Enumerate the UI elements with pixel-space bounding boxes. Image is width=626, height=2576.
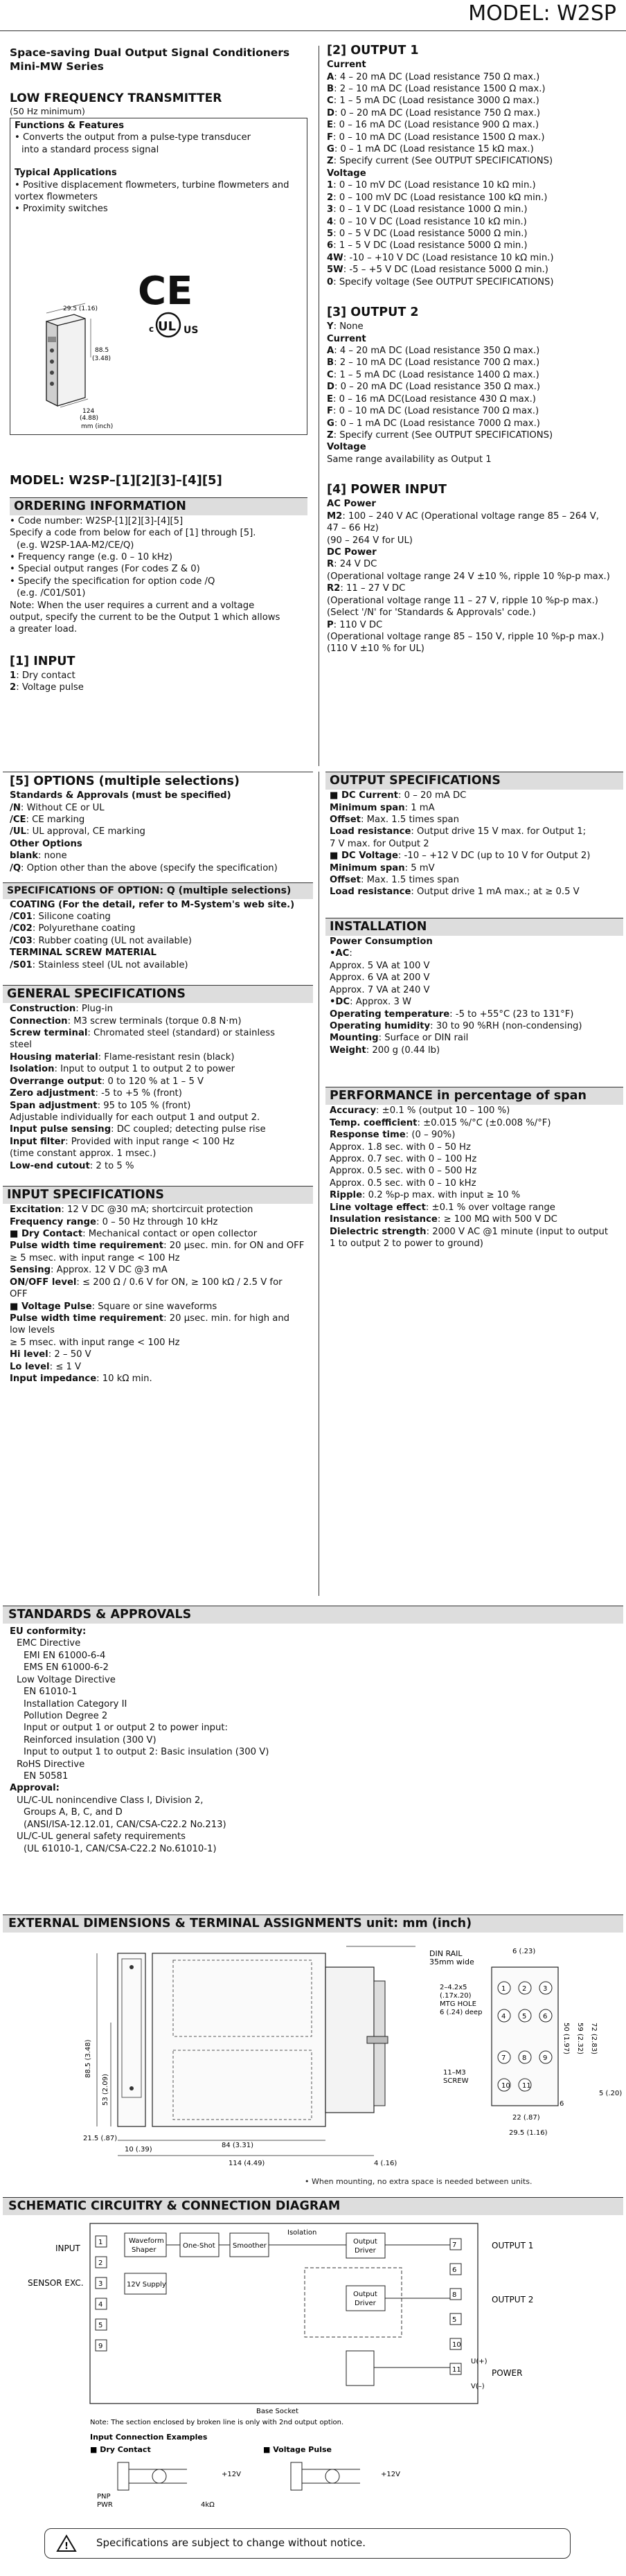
u-plus-label: U(+) <box>471 2358 488 2365</box>
output2-voltage-note: Same range availability as Output 1 <box>327 454 492 465</box>
power-label: POWER <box>492 2368 523 2378</box>
coating-list <box>10 911 306 947</box>
output2-title: [3] OUTPUT 2 <box>327 305 419 320</box>
standards-line: Groups A, B, C, and D <box>24 1807 123 1818</box>
performance-line: Approx. 0.5 sec. with 0 – 500 Hz <box>330 1166 477 1177</box>
example-label: +12V <box>222 2471 241 2478</box>
general-spec-line: Construction: Plug-in <box>10 1004 114 1015</box>
schematic-terminal-label: 3 <box>98 2280 103 2288</box>
footer-text: Specifications are subject to change without notice. <box>96 2537 366 2550</box>
installation-line: Approx. 7 VA at 240 V <box>330 984 430 995</box>
dim-6b: 6 <box>560 2100 564 2108</box>
terminal-label: 11 <box>522 2082 531 2090</box>
general-spec-line: Adjustable individually for each output 1 and output 2. <box>10 1112 260 1123</box>
general-spec-line: steel <box>10 1040 32 1051</box>
screw-list <box>10 959 306 971</box>
general-spec-line: Housing material: Flame-resistant resin (black) <box>10 1051 235 1063</box>
std-list <box>10 802 306 838</box>
example-label: PNP <box>97 2493 111 2501</box>
example-label: 4kΩ <box>201 2501 215 2509</box>
power-ac-item: (90 – 264 V for UL) <box>327 535 413 546</box>
coating-item: /C01: Silicone coating <box>10 911 111 922</box>
ordering-line: • Special output ranges (For codes Z & 0) <box>10 564 200 575</box>
output-spec-list <box>325 790 623 898</box>
input-spec-line: Frequency range: 0 – 50 Hz through 10 kHz <box>10 1216 218 1227</box>
schematic-terminal-label: 4 <box>98 2301 103 2309</box>
output-driver-block: Output <box>353 2238 377 2246</box>
input-spec-line: Lo level: ≤ 1 V <box>10 1361 82 1372</box>
power-dc-item: (Operational voltage range 85 – 150 V, ripple 10 %p-p max.) <box>327 632 605 642</box>
general-spec-line: Low-end cutout: 2 to 5 % <box>10 1160 134 1171</box>
standards-line: EMI EN 61000-6-4 <box>24 1650 106 1661</box>
output2-label: OUTPUT 2 <box>492 2295 534 2304</box>
example-voltage-pulse: ■ Voltage Pulse <box>263 2445 332 2454</box>
output-spec-line: Minimum span: 5 mV <box>330 862 435 873</box>
input-item: 1: Dry contact <box>10 670 75 681</box>
output1-voltage-title: Voltage <box>327 168 366 179</box>
screw-label-2: SCREW <box>443 2077 469 2085</box>
ordering-line: (e.g. W2SP-1AA-M2/CE/Q) <box>17 540 134 551</box>
terminal-label: 9 <box>543 2054 548 2062</box>
mtg-label-3: MTG HOLE <box>440 2000 476 2008</box>
terminal-label: 8 <box>522 2054 527 2062</box>
performance-line: Insulation resistance: ≥ 100 MΩ with 500 V DC <box>330 1214 557 1225</box>
output1-current-title: Current <box>327 60 366 71</box>
input-label: INPUT <box>55 2244 80 2253</box>
coating-title: COATING (For the detail, refer to M-System's web site.) <box>10 899 295 910</box>
ordering-line: Specify a code from below for each of [1] through [5]. <box>10 528 256 539</box>
specq-title: SPECIFICATIONS OF OPTION: Q (multiple selections) <box>3 882 313 898</box>
power-dc-item: (Select '/N' for 'Standards & Approvals' code.) <box>327 607 536 619</box>
power-dc-item: (Operational voltage range 11 – 27 V, ripple 10 %p-p max.) <box>327 595 598 606</box>
power-dc-item: R: 24 V DC <box>327 559 377 570</box>
output1-title: [2] OUTPUT 1 <box>327 44 419 57</box>
general-spec-line: Isolation: Input to output 1 to output 2 to power <box>10 1064 235 1075</box>
product-drawing <box>19 305 157 434</box>
output-spec-line: 7 V max. for Output 2 <box>330 838 429 849</box>
dim-22: 22 (.87) <box>512 2114 540 2122</box>
smoother-block: Smoother <box>233 2242 267 2250</box>
power-ac-list <box>327 510 621 547</box>
general-title: GENERAL SPECIFICATIONS <box>3 985 313 1003</box>
output2-current-item: C: 1 – 5 mA DC (Load resistance 1400 Ω max.) <box>327 369 539 380</box>
model-header: MODEL: W2SP <box>468 1 616 26</box>
dim-215: 21.5 (.87) <box>83 2135 118 2142</box>
application-line: • Positive displacement flowmeters, turbine flowmeters and <box>15 179 289 190</box>
terminal-label: 4 <box>501 2013 506 2020</box>
input-examples-drawing <box>90 2455 506 2518</box>
output2-current-item: B: 2 – 10 mA DC (Load resistance 700 Ω max.) <box>327 357 540 368</box>
output1-voltage-item: 4W: -10 – +10 V DC (Load resistance 10 kΩ min.) <box>327 252 554 263</box>
terminal-label: 7 <box>501 2054 506 2062</box>
power-ac-item: M2: 100 – 240 V AC (Operational voltage range 85 – 264 V, <box>327 510 599 522</box>
coating-item: /C02: Polyurethane coating <box>10 923 136 934</box>
svg-text:US: US <box>184 324 199 336</box>
power-ac-title: AC Power <box>327 499 376 510</box>
supply-block: 12V Supply <box>127 2281 166 2289</box>
standards-title: STANDARDS & APPROVALS <box>3 1606 623 1624</box>
features-title: Functions & Features <box>15 120 125 131</box>
ordering-line: • Code number: W2SP-[1][2][3]-[4][5] <box>10 515 184 526</box>
dimensions-note: • When mounting, no extra space is needed between units. <box>305 2177 533 2186</box>
output1-current-item: C: 1 – 5 mA DC (Load resistance 3000 Ω max.) <box>327 96 539 107</box>
feature-line: into a standard process signal <box>21 144 159 155</box>
power-dc-item: (Operational voltage range 24 V ±10 %, ripple 10 %p-p max.) <box>327 571 610 582</box>
standards-line: Approval: <box>10 1783 60 1794</box>
performance-line: Accuracy: ±0.1 % (output 10 – 100 %) <box>330 1105 510 1117</box>
standards-line: Input to output 1 to output 2: Basic insulation (300 V) <box>24 1747 269 1758</box>
general-spec-line: Overrange output: 0 to 120 % at 1 – 5 V <box>10 1076 204 1087</box>
output1-voltage-item: 1: 0 – 10 mV DC (Load resistance 10 kΩ min.) <box>327 180 536 191</box>
output1-current-item: Z: Specify current (See OUTPUT SPECIFICATIONS) <box>327 156 553 167</box>
power-dc-item: R2: 11 – 27 V DC <box>327 583 406 594</box>
installation-title: INSTALLATION <box>325 918 623 936</box>
performance-line: Approx. 0.7 sec. with 0 – 100 Hz <box>330 1153 477 1164</box>
applications-title: Typical Applications <box>15 168 117 179</box>
svg-text:UL: UL <box>158 319 177 334</box>
svg-text:Driver: Driver <box>355 2247 376 2255</box>
dim-114: 114 (4.49) <box>229 2160 265 2167</box>
input-spec-line: ■ Voltage Pulse: Square or sine waveforms <box>10 1301 217 1312</box>
ordering-line: • Frequency range (e.g. 0 – 10 kHz) <box>10 551 172 562</box>
screw-item: /S01: Stainless steel (UL not available) <box>10 959 188 970</box>
output2-current-item: D: 0 – 20 mA DC (Load resistance 350 Ω max.) <box>327 382 541 393</box>
output-spec-line: Load resistance: Output drive 15 V max. for Output 1; <box>330 826 587 837</box>
output1-current-item: F: 0 – 10 mA DC (Load resistance 1500 Ω max.) <box>327 132 545 143</box>
standards-line: Input or output 1 or output 2 to power input: <box>24 1723 228 1734</box>
right-specs <box>325 772 623 1250</box>
series-name: Mini-MW Series <box>10 60 104 73</box>
mtg-label: 2–4.2x5 <box>440 1984 467 1991</box>
v-minus-label: V(–) <box>471 2383 485 2390</box>
output1-voltage-item: 5: 0 – 5 V DC (Load resistance 5000 Ω min.) <box>327 229 528 239</box>
output2-current-title: Current <box>327 333 366 344</box>
dim-height: 88.5 <box>95 346 109 354</box>
standards-line: UL/C-UL nonincendive Class I, Division 2, <box>17 1795 204 1806</box>
standards-line: Reinforced insulation (300 V) <box>24 1734 156 1746</box>
power-dc-item: P: 110 V DC <box>327 619 383 630</box>
output1-current-list <box>327 71 621 168</box>
input-spec-line: Pulse width time requirement: 20 μsec. min. for high and <box>10 1313 290 1324</box>
min-frequency: (50 Hz minimum) <box>10 106 85 117</box>
terminals-left <box>96 2236 107 2351</box>
output-spec-line: ■ DC Voltage: -10 – +12 V DC (up to 10 V for Output 2) <box>330 851 591 862</box>
power-ac-item: 47 – 66 Hz) <box>327 523 379 534</box>
input-spec-title: INPUT SPECIFICATIONS <box>3 1186 313 1204</box>
dim-unit: mm (inch) <box>81 423 114 430</box>
performance-line: Approx. 0.5 sec. with 0 – 10 kHz <box>330 1178 476 1189</box>
power-dc-item: (110 V ±10 % for UL) <box>327 643 424 655</box>
example-label: PWR <box>97 2501 113 2509</box>
installation-line: Operating humidity: 30 to 90 %RH (non-condensing) <box>330 1020 582 1031</box>
ordering-line: output, specify the current to be the Output 1 which allows <box>10 612 280 623</box>
installation-line: Mounting: Surface or DIN rail <box>330 1033 469 1044</box>
options-section <box>3 772 313 1385</box>
std-title: Standards & Approvals (must be specified) <box>10 790 231 801</box>
output1-label: OUTPUT 1 <box>492 2241 534 2250</box>
dim-295: 29.5 (1.16) <box>509 2129 548 2137</box>
standards-list <box>10 1626 425 1855</box>
subtitle: Space-saving Dual Output Signal Conditioners <box>10 46 290 59</box>
ordering-line: a greater load. <box>10 624 78 635</box>
schematic-terminal-label: 1 <box>98 2239 103 2246</box>
output-spec-line: Offset: Max. 1.5 times span <box>330 875 459 886</box>
performance-line: Line voltage effect: ±0.1 % over voltage range <box>330 1202 555 1213</box>
svg-text:!: ! <box>64 2541 69 2552</box>
schematic-terminal-label: 9 <box>98 2343 103 2350</box>
terminal-label: 1 <box>501 1985 506 1993</box>
general-spec-line: Input pulse sensing: DC coupled; detecting pulse rise <box>10 1124 266 1135</box>
standards-line: Low Voltage Directive <box>17 1674 116 1685</box>
output1-voltage-item: 0: Specify voltage (See OUTPUT SPECIFICATIONS) <box>327 276 554 287</box>
dim-6: 6 (.23) <box>512 1948 536 1955</box>
standards-line: Pollution Degree 2 <box>24 1710 108 1721</box>
output1-current-item: A: 4 – 20 mA DC (Load resistance 750 Ω max.) <box>327 71 540 82</box>
installation-list <box>325 936 623 1056</box>
options-title: [5] OPTIONS (multiple selections) <box>10 774 240 788</box>
standards-line: EN 61010-1 <box>24 1687 78 1698</box>
general-spec-line: Screw terminal: Chromated steel (standard) or stainless <box>10 1027 275 1038</box>
installation-line: Power Consumption <box>330 936 433 947</box>
sensor-exc-label: SENSOR EXC. <box>28 2278 84 2288</box>
dim-depth-inch: (4.88) <box>80 414 99 422</box>
output1-voltage-item: 5W: -5 – +5 V DC (Load resistance 5000 Ω min.) <box>327 265 548 276</box>
input-spec-line: Input impedance: 10 kΩ min. <box>10 1374 152 1385</box>
output1-voltage-item: 2: 0 – 100 mV DC (Load resistance 100 kΩ min.) <box>327 192 548 203</box>
output-spec-line: Minimum span: 1 mA <box>330 802 435 813</box>
schematic-terminal-label: 5 <box>452 2316 457 2324</box>
dim-53: 53 (2.09) <box>102 2074 109 2106</box>
input-spec-line: ≥ 5 msec. with input range < 100 Hz <box>10 1252 180 1263</box>
feature-line: • Converts the output from a pulse-type transducer <box>15 132 251 143</box>
performance-title: PERFORMANCE in percentage of span <box>325 1087 623 1105</box>
dim-width: 29.5 (1.16) <box>63 305 98 312</box>
general-spec-line: Span adjustment: 95 to 105 % (front) <box>10 1100 191 1111</box>
dim-50: 50 (1.97) <box>562 2023 570 2054</box>
dim-59: 59 (2.32) <box>576 2023 584 2054</box>
input-spec-line: Sensing: Approx. 12 V DC @3 mA <box>10 1265 168 1276</box>
example-dry-contact: ■ Dry Contact <box>90 2445 151 2454</box>
input-item: 2: Voltage pulse <box>10 682 84 693</box>
output1-voltage-list <box>327 179 621 288</box>
svg-text:Driver: Driver <box>355 2300 376 2307</box>
input-spec-line: ■ Dry Contact: Mechanical contact or open collector <box>10 1228 258 1239</box>
input-spec-line: ≥ 5 msec. with input range < 100 Hz <box>10 1337 180 1348</box>
installation-line: Weight: 200 g (0.44 lb) <box>330 1045 440 1056</box>
application-line: • Proximity switches <box>15 204 108 215</box>
ordering-line: Note: When the user requires a current and a voltage <box>10 600 255 611</box>
terminal-label: 10 <box>501 2082 510 2090</box>
shaper-block: Shaper <box>132 2246 156 2254</box>
schematic-terminal-label: 6 <box>452 2266 457 2274</box>
std-option-item: /UL: UL approval, CE marking <box>10 826 145 837</box>
dim-84: 84 (3.31) <box>222 2142 253 2149</box>
dim-885: 88.5 (3.48) <box>84 2039 92 2078</box>
isolation-label: Isolation <box>287 2229 317 2237</box>
application-line: vortex flowmeters <box>15 191 98 202</box>
installation-line: Operating temperature: -5 to +55°C (23 to 131°F) <box>330 1009 574 1020</box>
standards-line: Installation Category II <box>24 1698 127 1709</box>
power-dc-list <box>327 558 621 655</box>
output-spec-line: Offset: Max. 1.5 times span <box>330 814 459 825</box>
ordering-line: (e.g. /C01/S01) <box>17 588 86 599</box>
schematic-title: SCHEMATIC CIRCUITRY & CONNECTION DIAGRAM <box>3 2197 623 2215</box>
output1-voltage-item: 6: 1 – 5 V DC (Load resistance 5000 Ω min.) <box>327 240 528 251</box>
features-box <box>10 118 307 435</box>
performance-line: Ripple: 0.2 %p-p max. with input ≥ 10 % <box>330 1190 521 1201</box>
screw-title: TERMINAL SCREW MATERIAL <box>10 948 156 959</box>
power-dc-title: DC Power <box>327 547 377 558</box>
output2-current-item: Z: Specify current (See OUTPUT SPECIFICATIONS) <box>327 430 553 441</box>
header-rule <box>0 30 626 31</box>
screw-label: 11–M3 <box>443 2069 466 2077</box>
oneshot-block: One-Shot <box>183 2242 215 2250</box>
dim-10: 10 (.39) <box>125 2146 152 2153</box>
dimensions-title: EXTERNAL DIMENSIONS & TERMINAL ASSIGNMENTS unit: mm (inch) <box>3 1915 623 1933</box>
input-spec-line: OFF <box>10 1289 28 1300</box>
terminal-label: 3 <box>543 1985 548 1993</box>
examples-title: Input Connection Examples <box>90 2433 208 2442</box>
ordering-line: • Specify the specification for option code /Q <box>10 576 215 587</box>
output2-current-list <box>327 345 621 441</box>
output1-current-item: G: 0 – 1 mA DC (Load resistance 15 kΩ max.) <box>327 144 534 155</box>
installation-line: •AC: <box>330 948 352 959</box>
general-spec-line: Zero adjustment: -5 to +5 % (front) <box>10 1088 182 1099</box>
input-spec-list <box>10 1204 306 1385</box>
other-option-item: /Q: Option other than the above (specify the specification) <box>10 862 278 873</box>
output1-current-item: B: 2 – 10 mA DC (Load resistance 1500 Ω max.) <box>327 83 546 94</box>
ce-mark-icon: CE <box>138 268 193 314</box>
input-spec-line: Hi level: 2 – 50 V <box>10 1349 91 1360</box>
output1-current-item: E: 0 – 16 mA DC (Load resistance 900 Ω max.) <box>327 120 539 131</box>
output-spec-title: OUTPUT SPECIFICATIONS <box>325 772 623 790</box>
input-spec-line: Excitation: 12 V DC @30 mA; shortcircuit protection <box>10 1205 253 1216</box>
output1-voltage-item: 4: 0 – 10 V DC (Load resistance 10 kΩ min.) <box>327 216 527 227</box>
schematic-terminal-label: 8 <box>452 2291 457 2299</box>
installation-line: Approx. 6 VA at 200 V <box>330 972 430 984</box>
dim-5: 5 (.20) <box>599 2090 623 2097</box>
output1-current-item: D: 0 – 20 mA DC (Load resistance 750 Ω max.) <box>327 107 541 118</box>
right-column <box>327 43 621 655</box>
output2-none: Y: None <box>327 321 364 332</box>
schematic-terminal-label: 5 <box>98 2322 103 2329</box>
terminal-label: 5 <box>522 2013 527 2020</box>
example-label: +12V <box>381 2471 400 2478</box>
standards-line: UL/C-UL general safety requirements <box>17 1831 186 1842</box>
schematic-terminal-label: 10 <box>452 2341 461 2349</box>
mtg-label-4: 6 (.24) deep <box>440 2009 483 2016</box>
general-spec-line: (time constant approx. 1 msec.) <box>10 1148 156 1160</box>
output1-voltage-item: 3: 0 – 1 V DC (Load resistance 1000 Ω min.) <box>327 204 528 215</box>
installation-line: Approx. 5 VA at 100 V <box>330 960 430 971</box>
dim-depth: 124 <box>82 407 95 415</box>
standards-line: (ANSI/ISA-12.12.01, CAN/CSA-C22.2 No.213) <box>24 1819 226 1830</box>
waveform-block: Waveform <box>129 2237 164 2245</box>
output2-current-item: A: 4 – 20 mA DC (Load resistance 350 Ω max.) <box>327 346 540 357</box>
dim-72: 72 (2.83) <box>590 2023 598 2054</box>
installation-line: •DC: Approx. 3 W <box>330 997 412 1008</box>
schematic-terminal-label: 7 <box>452 2241 457 2249</box>
din-label: DIN RAIL <box>429 1949 463 1958</box>
performance-line: Response time: (0 – 90%) <box>330 1130 456 1141</box>
terminal-label: 6 <box>543 2013 548 2020</box>
standards-line: EMC Directive <box>17 1638 81 1649</box>
std-option-item: /N: Without CE or UL <box>10 802 105 813</box>
schematic-note: Note: The section enclosed by broken line is only with 2nd output option. <box>90 2419 344 2426</box>
standards-line: EU conformity: <box>10 1626 87 1637</box>
output-driver-block-2: Output <box>353 2291 377 2298</box>
output-spec-line: ■ DC Current: 0 – 20 mA DC <box>330 790 467 801</box>
terminals-right <box>450 2239 461 2374</box>
power-title: [4] POWER INPUT <box>327 483 447 497</box>
input-title: [1] INPUT <box>10 654 75 668</box>
standards-line: RoHS Directive <box>17 1759 85 1770</box>
schematic-terminal-label: 11 <box>452 2366 461 2374</box>
performance-line: 1 to output 2 to power to ground) <box>330 1238 483 1249</box>
general-list <box>10 1003 306 1172</box>
general-spec-line: Connection: M3 screw terminals (torque 0.8 N·m) <box>10 1015 242 1027</box>
schematic-drawing <box>7 2219 616 2489</box>
output-spec-line: Load resistance: Output drive 1 mA max.; at ≥ 0.5 V <box>330 887 580 898</box>
other-options-list <box>10 850 306 874</box>
standards-line: (UL 61010-1, CAN/CSA-C22.2 No.61010-1) <box>24 1843 217 1854</box>
std-option-item: /CE: CE marking <box>10 814 85 825</box>
mtg-label-2: (.17x.20) <box>440 1992 472 2000</box>
dimension-drawing <box>69 1939 623 2175</box>
other-option-item: blank: none <box>10 851 67 862</box>
general-spec-line: Input filter: Provided with input range < 100 Hz <box>10 1136 235 1147</box>
input-spec-line: Pulse width time requirement: 20 μsec. min. for ON and OFF <box>10 1241 305 1252</box>
standards-line: EN 50581 <box>24 1771 69 1782</box>
model-code: MODEL: W2SP–[1][2][3]–[4][5] <box>10 472 222 488</box>
coating-item: /C03: Rubber coating (UL not available) <box>10 935 192 946</box>
svg-text:c: c <box>149 323 154 334</box>
output2-current-item: G: 0 – 1 mA DC (Load resistance 7000 Ω max.) <box>327 418 540 429</box>
schematic-terminal-label: 2 <box>98 2259 103 2267</box>
footer-notice <box>44 2528 571 2559</box>
performance-line: Temp. coefficient: ±0.015 %/°C (±0.008 %/°F) <box>330 1117 551 1128</box>
dim-4: 4 (.16) <box>374 2160 397 2167</box>
ordering-title: ORDERING INFORMATION <box>10 497 307 515</box>
output2-voltage-title: Voltage <box>327 442 366 453</box>
input-spec-line: ON/OFF level: ≤ 200 Ω / 0.6 V for ON, ≥ 100 kΩ / 2.5 V for <box>10 1277 283 1288</box>
warning-icon <box>56 2534 77 2552</box>
input-spec-line: low levels <box>10 1325 55 1336</box>
performance-line: Dielectric strength: 2000 V AC @1 minute (input to output <box>330 1226 609 1237</box>
base-socket-label: Base Socket <box>256 2408 299 2415</box>
product-name: LOW FREQUENCY TRANSMITTER <box>10 91 222 105</box>
output2-current-item: E: 0 – 16 mA DC(Load resistance 430 Ω max.) <box>327 393 536 405</box>
din-label-2: 35mm wide <box>429 1957 474 1966</box>
output2-current-item: F: 0 – 10 mA DC (Load resistance 700 Ω max.) <box>327 406 539 417</box>
performance-line: Approx. 1.8 sec. with 0 – 50 Hz <box>330 1142 471 1153</box>
terminal-label: 2 <box>522 1985 527 1993</box>
standards-line: EMS EN 61000-6-2 <box>24 1662 109 1673</box>
left-column <box>10 46 307 694</box>
other-options-title: Other Options <box>10 838 82 849</box>
dim-height-inch: (3.48) <box>92 355 111 362</box>
performance-list <box>325 1105 623 1250</box>
